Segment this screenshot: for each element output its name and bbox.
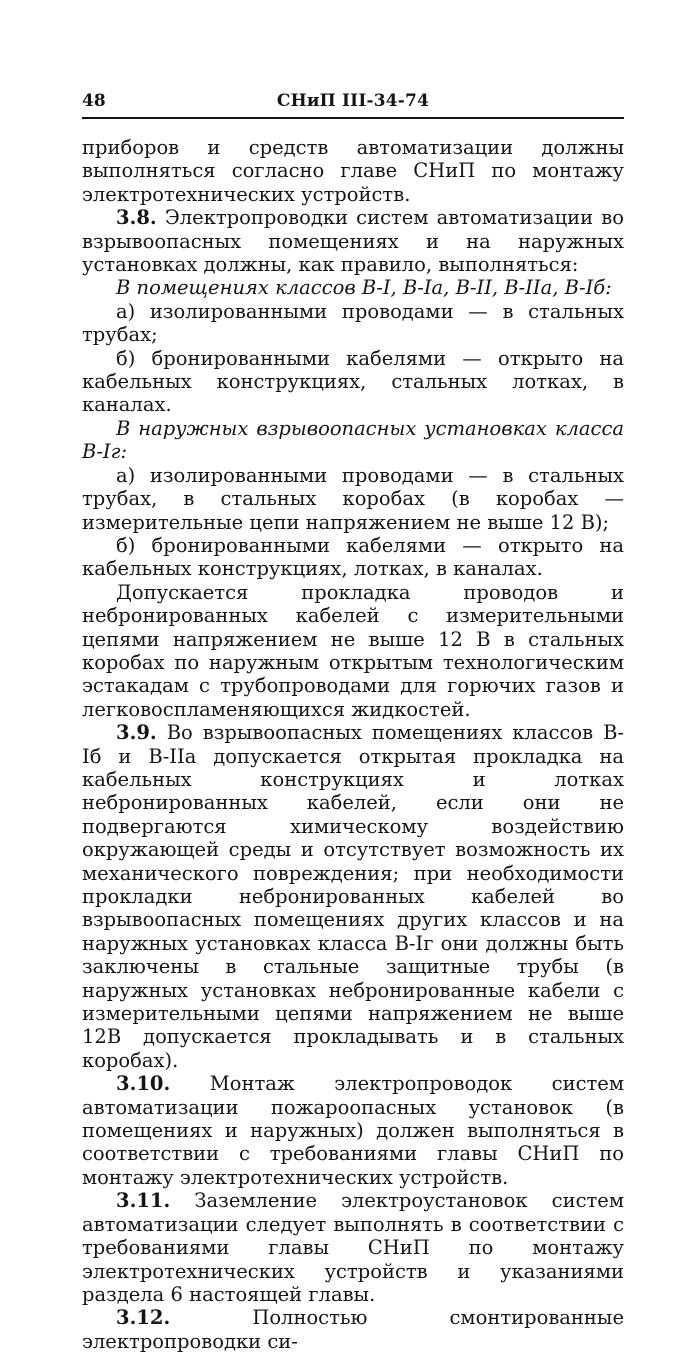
- clause-3-9: 3.9. Во взрывоопасных помещениях классов В-Iб и В-IIа допускается открытая прокладка на кабельных конструкциях и лотках небронированных кабелей, если они не подвергаются химическому воздействию окружающей среды и отсутствует возможность их механического повреждения; при необходимости прокладки небронированных кабелей во взрывоопасных помещениях других классов и на наружных установках класса В-Iг они должны быть заключены в стальные защитные трубы (в наружных установках небронированные кабели с измерительными цепями напряжением не выше 12В допускается прокладывать и в стальных коробах).: [82, 721, 624, 1072]
- list-item-a: а) изолированными проводами — в стальных трубах;: [82, 299, 624, 347]
- clause-number: 3.9.: [116, 721, 157, 745]
- clause-3-10: 3.10. Монтаж электропроводок систем автоматизации пожароопасных установок (в помещениях и наружных) должен выполняться в соответствии с требованиями главы СНиП по монтажу электротехнических устройств.: [82, 1072, 624, 1189]
- document-page: [82, 88, 624, 1353]
- page-number: 48: [82, 91, 106, 111]
- clause-number: 3.10.: [116, 1072, 171, 1096]
- running-header: [82, 88, 624, 116]
- clause-3-8: 3.8. Электропроводки систем автоматизации во взрывоопасных помещениях и на наружных установках должны, как правило, выполняться:: [82, 206, 624, 277]
- paragraph-continuation: приборов и средств автоматизации должны выполняться согласно главе СНиП по монтажу электротехнических устройств.: [82, 136, 624, 206]
- document-body: [82, 136, 624, 1353]
- list-item-a-outdoor: а) изолированными проводами — в стальных трубах, в стальных коробах (в коробах — измерительные цепи напряжением не выше 12 В);: [82, 463, 624, 534]
- clause-3-11: 3.11. Заземление электроустановок систем автоматизации следует выполнять в соответствии с требованиями главы СНиП по монтажу электротехнических устройств и указаниями раздела 6 настоящей главы.: [82, 1189, 625, 1306]
- subheading-indoor: В помещениях классов В-I, В-Iа, В-II, В-IIа, В-Iб:: [116, 276, 612, 300]
- subheading-outdoor: В наружных взрывоопасных установках класса В-Iг:: [82, 416, 624, 464]
- clause-number: 3.12.: [116, 1306, 171, 1330]
- header-rule: [82, 117, 624, 119]
- list-item-b-outdoor: б) бронированными кабелями — открыто на кабельных конструкциях, лотках, в каналах.: [82, 533, 624, 581]
- clause-number: 3.8.: [116, 206, 157, 230]
- list-item-b: б) бронированными кабелями — открыто на кабельных конструкциях, стальных лотках, в каналах.: [82, 346, 624, 417]
- clause-number: 3.11.: [116, 1189, 171, 1213]
- clause-3-12: 3.12. Полностью смонтированные электропроводки си-: [82, 1306, 624, 1353]
- paragraph-allowance: Допускается прокладка проводов и небронированных кабелей с измерительными цепями напряжением не выше 12 В в стальных коробах по наружным открытым технологическим эстакадам с трубопроводами для горючих газов и легковоспламеняющихся жидкостей.: [82, 580, 624, 721]
- document-code: СНиП III-34-74: [276, 91, 430, 111]
